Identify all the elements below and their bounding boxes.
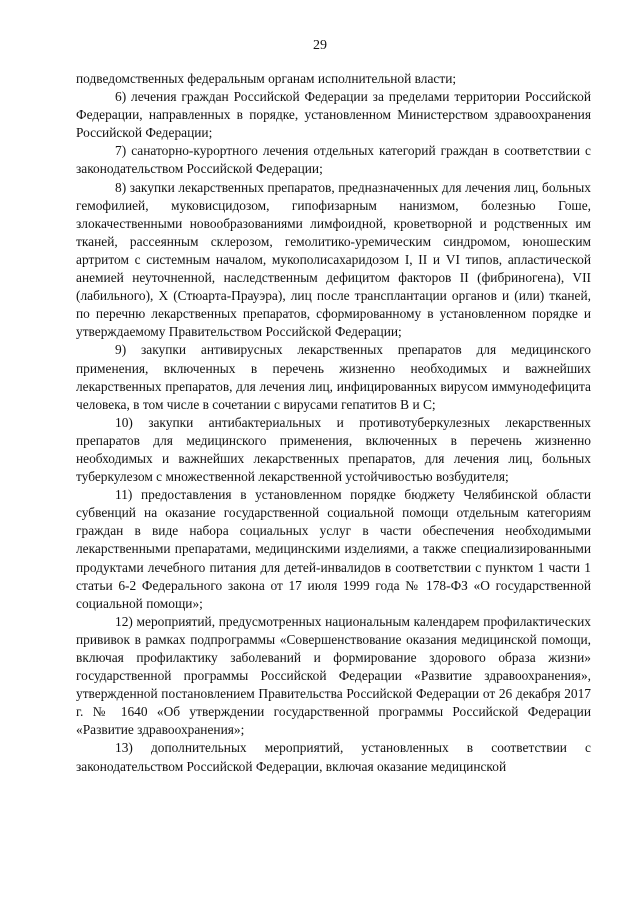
- document-body: [76, 70, 591, 776]
- paragraph-item-6: 6) лечения граждан Российской Федерации за пределами территории Российской Федерации, направленных в порядке, установленном Министерством здравоохранения Российской Федерации;: [76, 89, 591, 141]
- paragraph-item-9: 9) закупки антивирусных лекарственных препаратов для медицинского применения, включенных в перечень жизненно необходимых и важнейших лекарственных препаратов, для лечения лиц, инфицированных вирусом иммунодефицита человека, в том числе в сочетании с вирусами гепатитов В и С;: [76, 342, 591, 412]
- paragraph-item-13: 13) дополнительных мероприятий, установленных в соответствии с законодательством Российской Федерации, включая оказание медицинской: [76, 740, 591, 774]
- paragraph-item-7: 7) санаторно-курортного лечения отдельных категорий граждан в соответствии с законодательством Российской Федерации;: [76, 143, 591, 177]
- paragraph-item-11: 11) предоставления в установленном порядке бюджету Челябинской области субвенций на оказание государственной социальной помощи отдельным категориям граждан в виде набора социальных услуг в части обеспечения необходимыми лекарственными препаратами, медицинскими изделиями, а также специализированными продуктами лечебного питания для детей-инвалидов в соответствии с пунктом 1 части 1 статьи 6-2 Федерального закона от 17 июля 1999 года № 178-ФЗ «О государственной социальной помощи»;: [76, 487, 591, 611]
- paragraph-item-8: 8) закупки лекарственных препаратов, предназначенных для лечения лиц, больных гемофилией, муковисцидозом, гипофизарным нанизмом, болезнью Гоше, злокачественными новообразованиями лимфоидной, кроветворной и родственных им тканей, рассеянным склерозом, гемолитико-уремическим синдромом, юношеским артритом с системным началом, мукополисахаридозом I, II и VI типов, апластической анемией неуточненной, наследственным дефицитом факторов II (фибриногена), VII (лабильного), X (Стюарта-Прауэра), лиц после трансплантации органов и (или) тканей, по перечню лекарственных препаратов, сформированному в установленном порядке и утверждаемому Правительством Российской Федерации;: [76, 179, 591, 340]
- paragraph-item-10: 10) закупки антибактериальных и противотуберкулезных лекарственных препаратов для медицинского применения, включенных в перечень жизненно необходимых и важнейших лекарственных препаратов, для лечения лиц, больных туберкулезом с множественной лекарственной устойчивостью возбудителя;: [76, 414, 591, 485]
- paragraph-continuation: подведомственных федеральным органам исполнительной власти;: [76, 71, 457, 86]
- page-number: 29: [313, 38, 327, 53]
- paragraph-item-12: 12) мероприятий, предусмотренных национальным календарем профилактических прививок в рамках подпрограммы «Совершенствование оказания медицинской помощи, включая профилактику заболеваний и формирование здорового образа жизни» государственной программы Российской Федерации «Развитие здравоохранения», утвержденной постановлением Правительства Российской Федерации от 26 декабря 2017 г. № 1640 «Об утверждении государственной программы Российской Федерации «Развитие здравоохранения»;: [76, 613, 591, 738]
